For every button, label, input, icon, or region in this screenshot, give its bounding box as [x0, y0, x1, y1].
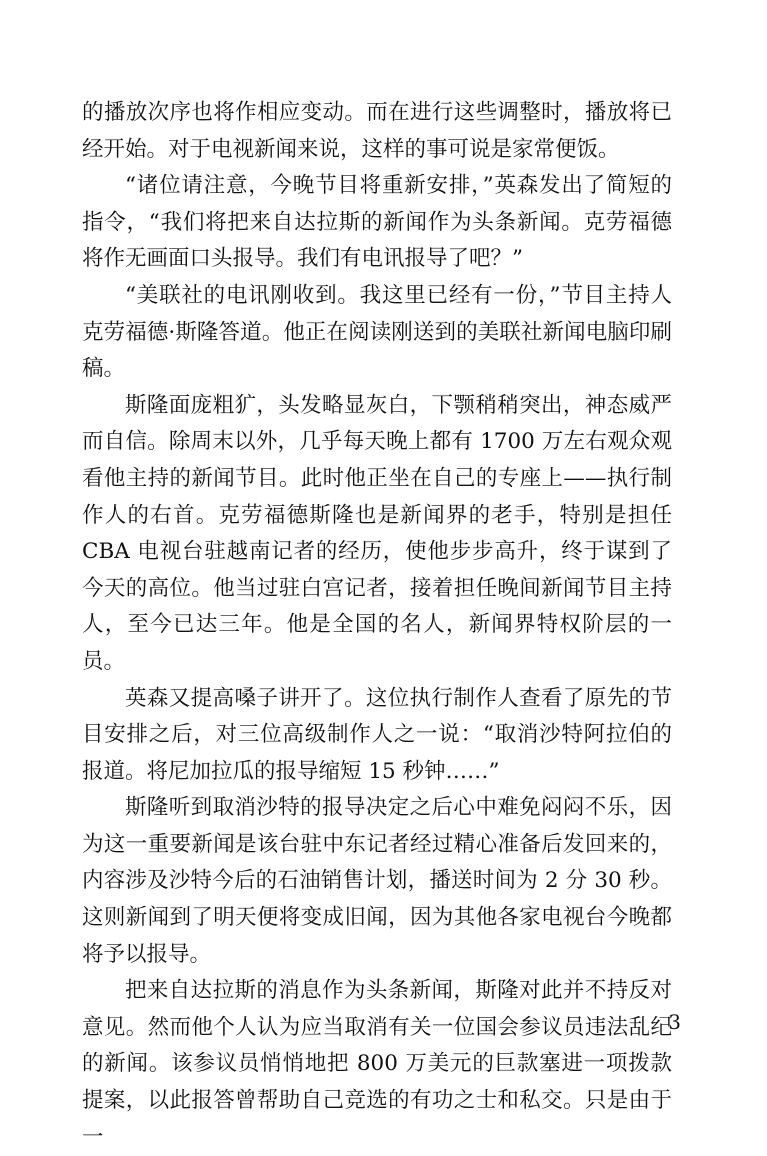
paragraph: 的播放次序也将作相应变动。而在进行这些调整时，播放将已经开始。对于电视新闻来说，这样的事可说是家常便饭。	[82, 100, 672, 162]
body-text	[82, 95, 672, 1156]
paragraph: 把来自达拉斯的消息作为头条新闻，斯隆对此并不持反对意见。然而他个人认为应当取消有关一位国会参议员违法乱纪的新闻。该参议员悄悄地把 800 万美元的巨款塞进一项拨款提案，以此报答曾帮助自己竞选的有功之士和私交。只是由于一	[82, 978, 672, 1150]
page-number: 3	[668, 1010, 681, 1034]
paragraph: 英森又提高嗓子讲开了。这位执行制作人查看了原先的节目安排之后，对三位高级制作人之一说：“取消沙特阿拉伯的报道。将尼加拉瓜的报导缩短 15 秒钟……”	[82, 685, 672, 784]
paragraph: 斯隆听到取消沙特的报导决定之后心中难免闷闷不乐，因为这一重要新闻是该台驻中东记者经过精心准备后发回来的，内容涉及沙特今后的石油销售计划，播送时间为 2 分 30 秒。这则新闻到了明天便将变成旧闻，因为其他各家电视台今晚都将予以报导。	[82, 795, 672, 967]
paragraph: 斯隆面庞粗犷，头发略显灰白，下颚稍稍突出，神态威严而自信。除周末以外，几乎每天晚上都有 1700 万左右观众观看他主持的新闻节目。此时他正坐在自己的专座上——执行制作人的右首。克劳福德斯隆也是新闻界的老手，特别是担任 CBA 电视台驻越南记者的经历，使他步步高升，终于谋到了今天的高位。他当过驻白宫记者，接着担任晚间新闻节目主持人，至今已达三年。他是全国的名人，新闻界特权阶层的一员。	[82, 392, 672, 674]
paragraph: “美联社的电讯刚收到。我这里已经有一份，”节目主持人克劳福德·斯隆答道。他正在阅读刚送到的美联社新闻电脑印刷稿。	[82, 282, 672, 382]
paragraph: “诸位请注意，今晚节目将重新安排，”英森发出了简短的指令，“我们将把来自达拉斯的新闻作为头条新闻。克劳福德将作无画面口头报导。我们有电讯报导了吧？”	[82, 173, 672, 272]
